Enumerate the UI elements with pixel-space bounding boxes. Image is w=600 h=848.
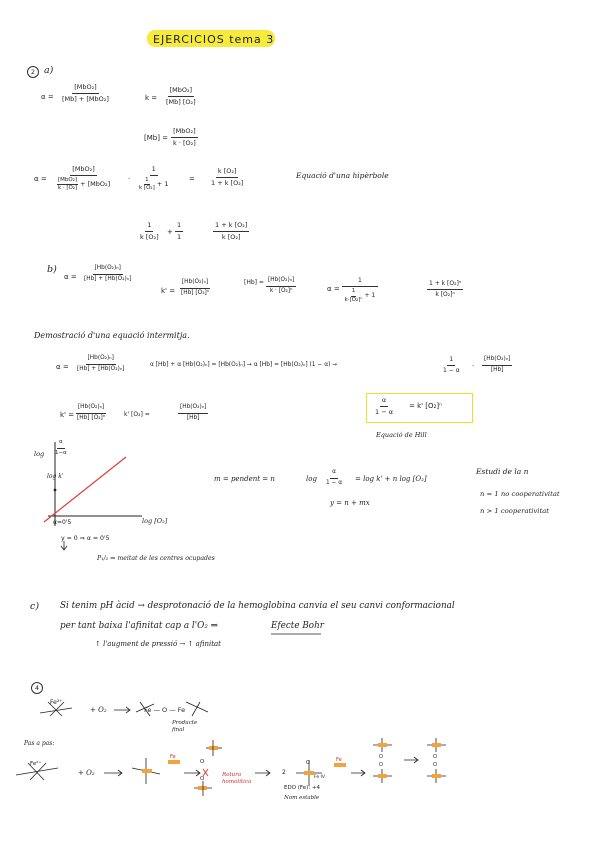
alpha-denominator: [Mb] + [MbO₂] — [62, 94, 109, 103]
b-k-num: [Hb(O₂)ₙ] — [180, 280, 210, 289]
edo-label: EDO (Fe): +4 — [284, 785, 321, 791]
part-c-label: c) — [30, 601, 40, 612]
demo-k-lhs: k' = — [60, 411, 75, 419]
n-greater-1: n > 1 cooperativitat — [480, 507, 549, 515]
demo-chain: α [Hb] + α [Hb(O₂)ₙ] = [Hb(O₂)ₙ] → α [Hb] = [Hb(O₂)ₙ] (1 − α) → — [150, 362, 338, 368]
n-equals-1: n = 1 no cooperativitat — [480, 490, 560, 498]
s5-o-2: O — [379, 762, 383, 768]
step-plus-o2: + O₂ — [78, 769, 95, 777]
result-numerator: k [O₂] — [216, 168, 239, 178]
fe2-label: Fe²⁺ — [50, 699, 63, 706]
alpha-numerator: [MbO₂] — [72, 84, 99, 94]
b-alpha2-lhs: α = — [327, 285, 340, 293]
radical-fe-label: Fe — [170, 754, 176, 760]
b-result-den: k [O₂]ⁿ — [435, 291, 455, 298]
x-axis-label: log [O₂] — [142, 517, 168, 525]
k-numerator: [MbO₂] — [168, 87, 195, 97]
sub-lhs: α = — [34, 175, 47, 183]
demo-a-den: [Hb] + [Hb(O₂)ₙ] — [77, 365, 125, 372]
sub-inner-num: [MbO₂] — [57, 178, 78, 186]
log-rhs: = log k' + n log [O₂] — [355, 475, 427, 483]
b-alpha2-inner-den: k·[O₂]ⁿ — [344, 296, 363, 303]
arrow-3 — [184, 770, 200, 776]
b-k-lhs: k' = — [161, 287, 176, 295]
inverse-den-plus: + 1 — [156, 180, 169, 189]
peroxo-o-2: O — [200, 776, 205, 782]
part-c-line3: ↑ l'augment de pressió → ↑ afinitat — [95, 640, 221, 648]
side-result-den: k [O₂] — [221, 232, 241, 241]
inverse-inner-num: 1 — [144, 178, 150, 186]
step-fe-h — [16, 768, 58, 775]
s5-bot-fe — [378, 774, 387, 778]
s6-top-fe — [432, 743, 441, 747]
product-formula: Fe — O — Fe — [144, 706, 186, 714]
part-c-line2: per tant baixa l'afinitat cap a l'O₂ ⇒ — [60, 621, 219, 631]
demo-k2-den: [Hb] — [186, 414, 200, 421]
hill-den: 1 − α — [375, 407, 393, 416]
slope-note: m = pendent = n — [214, 475, 275, 483]
intercept-label: log k' — [47, 473, 64, 480]
demo-a-num: [Hb(O₂)ₙ] — [86, 356, 116, 365]
y-axis-num: α — [57, 440, 65, 449]
y0-line: y = 0 ⇒ α = 0'5 — [61, 535, 110, 542]
equals-sign: = — [189, 175, 195, 183]
demo-k2-lhs: k' [O₂] = — [124, 411, 150, 418]
demo-a-lhs: α = — [56, 363, 69, 371]
peroxo-o-1: O — [200, 759, 205, 765]
linear-form: y = n + mx — [330, 499, 370, 507]
b-result-num: 1 + k [O₂]ⁿ — [427, 281, 463, 290]
s5-top-fe — [378, 743, 387, 747]
b-alpha2-inner-num: 1 — [351, 289, 357, 297]
b-hb-lhs: [Hb] = — [244, 279, 264, 286]
y-axis-log: log — [34, 450, 45, 458]
log-num: α — [330, 470, 338, 479]
demo-c-den: 1 − α — [443, 367, 460, 374]
k-lhs: k = — [145, 94, 158, 102]
fe-iv-label: Fe IV — [314, 775, 325, 780]
side-a-num: 1 — [145, 222, 153, 232]
page-title: EJERCICIOS tema 3 — [153, 33, 275, 46]
alpha-lhs: α = — [41, 93, 54, 101]
b-alpha2-plus: + 1 — [364, 292, 376, 299]
sub-inner-den: k · [O₂] — [57, 185, 78, 191]
arrow-2 — [104, 770, 122, 776]
p50-line: P₁/₂ ⇒ meitat de les centres ocupades — [97, 555, 215, 562]
y-axis-den: 1−α — [55, 449, 67, 456]
s3-top-fe — [209, 746, 218, 750]
demo-k-den: [Hb] [O₂]ⁿ — [77, 414, 106, 421]
s3-bot-fe — [198, 786, 207, 790]
log-den: 1 − α — [326, 479, 343, 486]
log-lhs: log — [306, 475, 317, 483]
inverse-numerator: 1 — [150, 166, 158, 176]
s4-radical — [334, 763, 346, 767]
oxo-o: O — [306, 760, 310, 766]
part-c-line1: Si tenim pH àcid → desprotonació de la hemoglobina canvia el seu canvi conformacional — [60, 601, 455, 611]
s2-fe-highlight — [142, 769, 152, 773]
arrow-6 — [404, 757, 418, 763]
plus-o2: + O₂ — [90, 706, 107, 714]
b-alpha-den: [Hb] + [Hb(O₂)ₙ] — [84, 275, 132, 282]
sub-numerator: [MbO₂] — [70, 166, 97, 176]
product-caption: Producte final — [172, 720, 198, 733]
b-k-den: [Hb] [O₂]ⁿ — [181, 289, 210, 296]
hyperbola-note: Equació d'una hipèrbole — [296, 171, 389, 180]
hill-caption: Equació de Hill — [376, 431, 427, 439]
mb-denominator: k · [O₂] — [173, 138, 196, 147]
rotura-homolitica: Rotura homolítica — [222, 772, 252, 785]
s6-o-1: O — [433, 754, 437, 760]
b-alpha-lhs: α = — [64, 273, 77, 281]
demo-k2-num: [Hb(O₂)ₙ] — [178, 405, 208, 414]
step-fe2-label: Fe²⁺ — [30, 761, 42, 767]
side-a-den: k [O₂] — [140, 232, 159, 241]
part-b-label: b) — [47, 264, 57, 275]
bohr-effect: Efecte Bohr — [271, 621, 324, 631]
part-a-label: a) — [44, 65, 54, 76]
b-hb-den: k · [O₂]ⁿ — [269, 287, 293, 294]
mb-numerator: [MbO₂] — [171, 128, 198, 138]
inverse-inner-den: k [O₂] — [139, 185, 155, 191]
b-alpha2-num: 1 — [342, 278, 378, 287]
hill-rhs: = k' [O₂]ⁿ — [409, 402, 442, 410]
coefficient-two: 2 — [282, 769, 286, 776]
hill-num: α — [380, 397, 388, 407]
side-plus: + — [167, 228, 173, 236]
demo-c-num: 1 — [447, 357, 455, 366]
side-result-num: 1 + k [O₂] — [213, 222, 249, 232]
demo-d-num: [Hb(O₂)ₙ] — [482, 357, 512, 366]
s6-bot-fe — [432, 774, 441, 778]
s5-o-1: O — [379, 754, 383, 760]
exercise-4-number: 4 — [31, 682, 43, 694]
k-denominator: [Mb] [O₂] — [166, 97, 196, 106]
s2-fe-radical — [168, 760, 180, 764]
result-denominator: 1 + k [O₂] — [211, 178, 244, 187]
s6-o-2: O — [433, 762, 437, 768]
no-estable-label: Nom estable — [284, 795, 320, 801]
side-b-num: 1 — [175, 222, 183, 232]
step-label: Pas a pas: — [24, 740, 55, 747]
b-hb-num: [Hb(O₂)ₙ] — [266, 278, 296, 287]
x-mark-label: α=0'5 — [53, 519, 72, 526]
study-heading: Estudi de la n — [476, 467, 529, 476]
arrow-1 — [114, 707, 130, 713]
demo-k-num: [Hb(O₂)ₙ] — [76, 405, 106, 414]
side-b-den: 1 — [177, 232, 182, 241]
demo-heading: Demostració d'una equació intermitja. — [34, 331, 190, 340]
demo-d-den: [Hb] — [490, 366, 504, 373]
radical-fe-label-2: Fe — [336, 757, 342, 763]
product-ligand-4 — [192, 702, 200, 716]
demo-c-times: · — [472, 362, 475, 370]
s4-fe — [304, 771, 314, 775]
sub-den-plus: + [MbO₂] — [80, 180, 111, 189]
b-alpha-num: [Hb(O₂)ₙ] — [93, 266, 123, 275]
exercise-2-number: 2 — [27, 66, 39, 78]
arrow-5 — [351, 770, 365, 776]
mb-lhs: [Mb] = — [144, 134, 169, 142]
times-sign: · — [128, 175, 131, 183]
